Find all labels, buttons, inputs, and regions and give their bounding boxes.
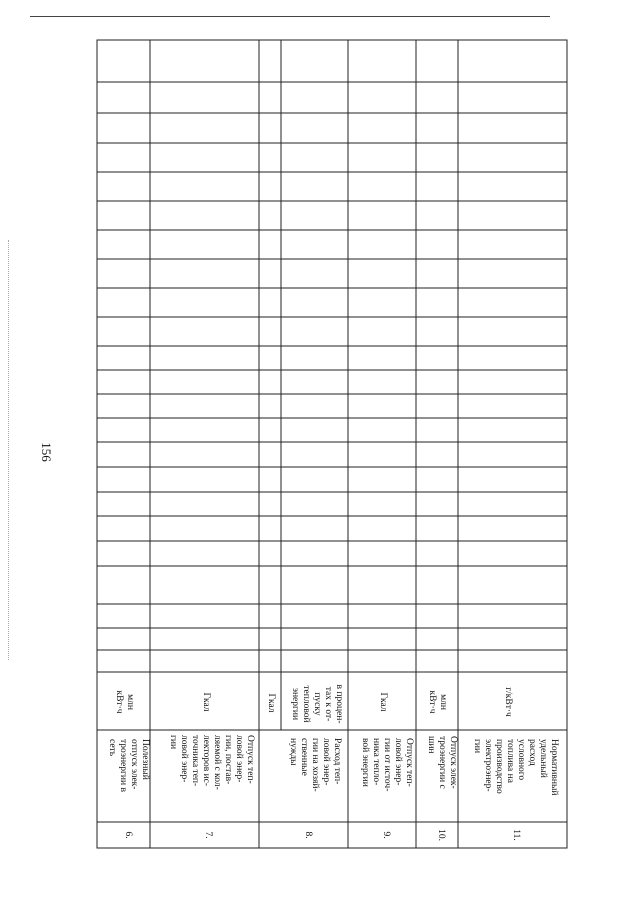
page-number: 156 [39,442,54,462]
row-6-unit: млн кВт·ч [114,690,135,714]
row-6-name: Полезный отпуск элек- троэнергии в сеть [107,739,150,792]
row-11-unit: г/кВт·ч [503,687,513,717]
row-8-unit-percent: в процен- тах к от- пуску тепловой энергии [290,684,344,724]
row-8-number: 8. [303,831,313,839]
row-9-name: Отпуск теп- ловой энер- гии от источ- ника тепло- вой энергии [360,738,414,792]
row-11-name: Нормативный удельный расход условного топлива на производство электроэнер- гии [472,739,559,796]
row-8-name: Расход теп- ловой энер- гии на хозяй- ственные нужды [288,738,342,792]
row-6-number: 6. [123,831,133,839]
row-10-number: 10. [436,829,446,841]
row-7-unit: Гкал [201,692,211,712]
row-10-unit: млн кВт·ч [427,690,448,714]
row-11-number: 11. [511,829,521,841]
row-9-number: 9. [381,831,391,839]
row-8-unit-gcal: Гкал [266,693,276,713]
row-7-number: 7. [203,831,213,839]
row-9-unit: Гкал [378,692,388,712]
row-7-name: Отпуск теп- ловой энер- гии, постав- ляемой с кол- лекторов ис- точника теп- ловой энер- гии [168,735,255,790]
row-10-name: Отпуск элек- троэнергии с шин [426,736,458,789]
